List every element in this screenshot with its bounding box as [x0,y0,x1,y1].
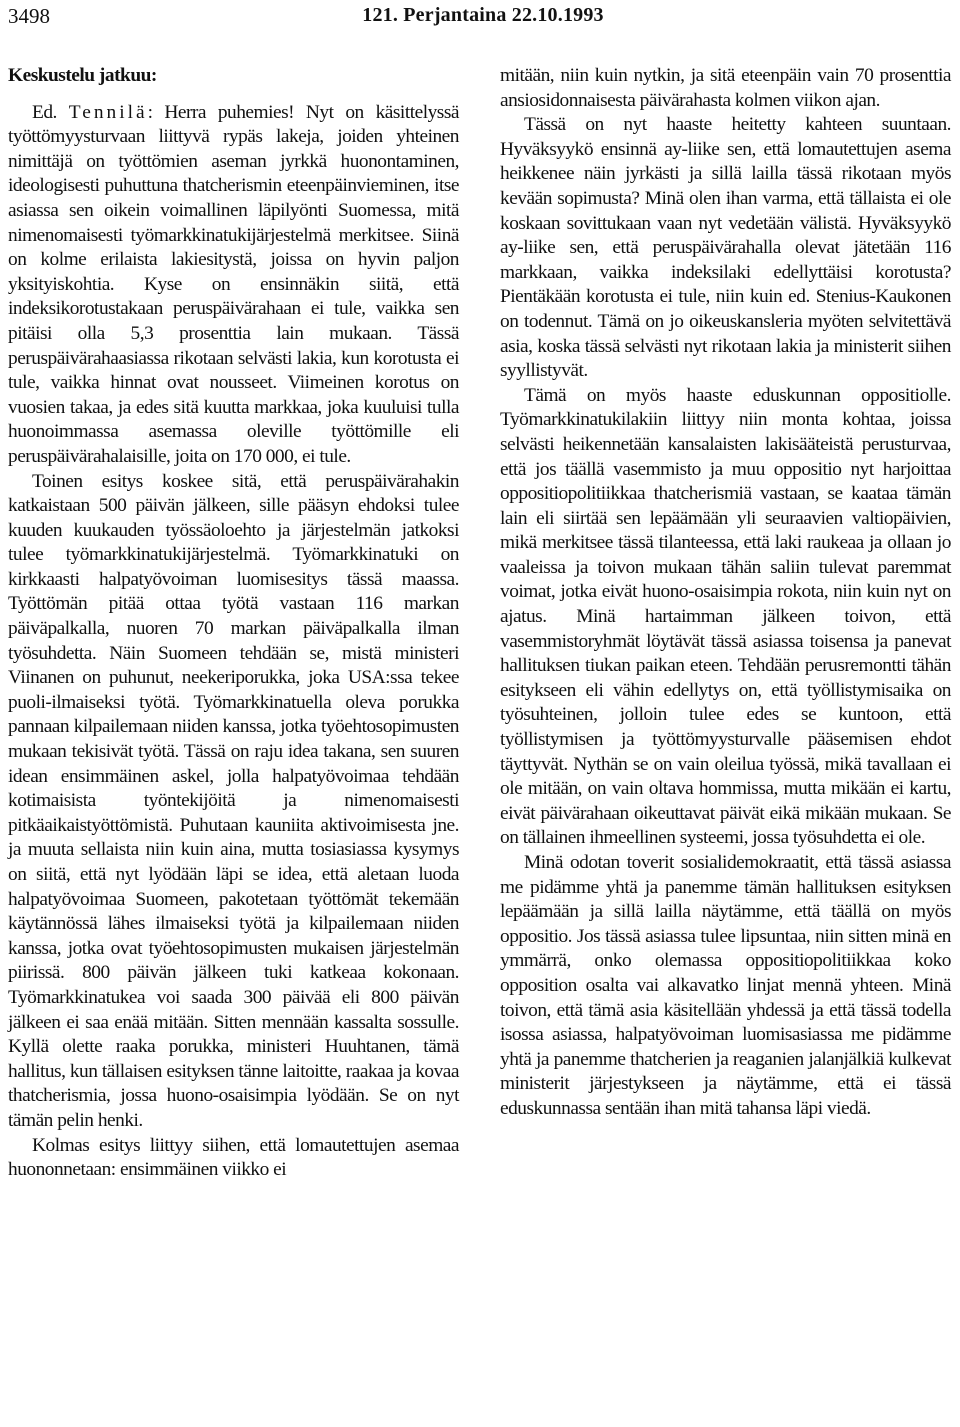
sitting-date: 121. Perjantaina 22.10.1993 [362,4,604,26]
right-column [500,64,951,1122]
speaker-name: Tennilä [68,101,148,123]
section-heading: Keskustelu jatkuu: [8,65,157,86]
paragraph-text: Herra puhemies! Nyt on käsittelyssä työttömyysturvaan liittyvä rypäs lakeja, joiden yhteinen nimittäjä on työttömien aseman jyrkkä huonontaminen, ideologisesti puhuttuna thatcherismin eteenpäinvieminen, itse asiassa sen oikein voimallinen läpilyönti Suomessa, mitä nimenomaisesti työmarkkinatukijärjestelmä merkitsee. Siinä on kolme erilaista lakiesitystä, joissa on hyvin paljon yksityiskohtia. Kyse on ensinnäkin siitä, että indeksikorotustakaan peruspäivärahaan ei tule, vaikka sen pitäisi olla 5,3 prosenttia lain mukaan. Tässä peruspäivärahaasiassa rikotaan selvästi lakia, kun korotusta ei tule, vaikka hinnat ovat nousseet. Viimeinen korotus on vuosien takaa, ja edes sitä kuutta markkaa, joka kuuluisi tulla huonoimmassa asemassa oleville työttömille eli peruspäivärahalaisille, joita on 170 000, ei tule. [8,101,459,467]
speaker-suffix: : [147,101,165,123]
left-column [8,64,459,1183]
speaker-prefix: Ed. [32,101,69,123]
paragraph: mitään, niin kuin nytkin, ja sitä eteenpäin vain 70 prosenttia ansiosidonnaisesta päivärahasta kolmen viikon ajan. [500,65,951,111]
page-number: 3498 [8,4,50,28]
paragraph: Toinen esitys koskee sitä, että peruspäivärahakin katkaistaan 500 päivän jälkeen, sille pääsyn ehdoksi tulee kuuden kuukauden työssäoloehto ja järjestelmän jatkoksi tulee työmarkkinatukijärjestelmä. Työmarkkinatuki on kirkkaasti halpatyövoiman luomisesitys tässä maassa. Työttömän pitää ottaa työtä vastaan 116 markan päiväpalkalla, nuoren 70 markan päiväpalkalla ilman työsuhdetta. Näin Suomeen tehdään se, mistä ministeri Viinanen on puhunut, neekeriporukka, joka USA:ssa tekee puoli-ilmaiseksi työtä. Työmarkkinatuella oleva porukka pannaan kilpailemaan niiden kanssa, jotka työehtosopimusten mukaan tekisivät työtä. Tässä on raju idea takana, sen suuren idean ensimmäinen askel, jolla halpatyövoimaa tehdään kotimaisista työntekijöitä ja nimenomaisesti pitkäaikaistyöttömistä. Puhutaan kauniita aktivoimisesta jne. ja muuta sellaista niin kuin aina, mutta tosiasiassa kysymys on siitä, että nyt lyödään läpi se idea, että aletaan luoda halpatyövoimaa Suomeen, pakotetaan työttömät tekemään käytännössä lähes ilmaiseksi työtä ja kilpailemaan niiden kanssa, jotka ovat työehtosopimusten mukaisen järjestelmän piirissä. 800 päivän jälkeen tuki katkeaa kokonaan. Työmarkkinatukea voi saada 300 päivää eli 800 päivän jälkeen ei saa enää mitään. Sitten mennään kassalta sossulle. Kyllä olette raaka porukka, ministeri Huuhtanen, tämä hallitus, kun tällaisen esityksen tänne laitoitte, raakaa ja kovaa thatcherismia, jossa huono-osaisimpia lyödään. Se on nyt tämän pelin henki. [8,470,459,1131]
paragraph: Kolmas esitys liittyy siihen, että lomautettujen asemaa huononnetaan: ensimmäinen viikko ei [8,1134,459,1181]
page-header [8,4,958,34]
paragraph: Minä odotan toverit sosialidemokraatit, että tässä asiassa me pidämme yhtä ja panemme tämän hallituksen esityksen lepäämään ja sillä lailla näytämme, että täällä on myös oppositio. Jos tässä asiassa tulee lipsuntaa, niin sitten minä en ymmärrä, onko olemassa oppositiopolitiikkaa koko opposition osalta vai alkavatko linjat mennä yhteen. Minä toivon, että tämä asia käsitellään yhdessä ja että tässä todella isossa asiassa, halpatyövoiman luomisasiassa me pidämme yhtä ja panemme thatcherien ja reaganien jalanjälkiä kulkevat ministerit järjestykseen ja näytämme, että ei tässä eduskunnassa sentään ihan mitä tahansa läpi viedä. [500,852,951,1119]
paragraph: Tässä on nyt haaste heitetty kahteen suuntaan. Hyväksyykö ensinnä ay-liike sen, että lomautettujen asema heikkenee näin jyrkästi ja sillä lailla tässä rikotaan myös kevään sopimusta? Minä olen ihan varma, että tällaista ei ole koskaan sovittukaan vaan nyt vedetään välistä. Hyväksyykö ay-liike sen, että peruspäivärahalla olevat jätetään 116 markkaan, vaikka indeksilaki edellyttäisi korotusta? Pientäkään korotusta ei tule, niin kuin ed. Stenius-Kaukonen on todennut. Tämä on jo oikeuskansleria myöten selvitettävä asia, koska tässä selvästi nyt rikotaan lakia ja ministerit siihen syyllistyvät. [500,114,951,382]
paragraph: Tämä on myös haaste eduskunnan oppositiolle. Työmarkkinatukilakiin liittyy niin monta kohtaa, joissa selvästi heikennetään kansalaisten lakisääteistä perusturvaa, että jos täällä vasemmisto ja muu oppositio nyt harjoittaa oppositiopolitiikkaa thatcherismiä vastaan, se kaataa tämän lain eli siirtää sen lepäämään yli seuraavien valtiopäivien, mikä merkitsee tässä tilanteessa, että laki raukeaa ja ollaan jo vaaleissa ja toivon mukaan tähän saliin tulevat paremmat voimat, jotka eivät huono-osaisimpia rokota, niin kuin nyt on ajatus. Minä hartaimman jälkeen toivon, että vasemmistoryhmät löytävät tässä asiassa toisensa ja panevat hallituksen tiukan paikan eteen. Tehdään perusremontti tähän esitykseen eli vähin edellytys on, että työllistymisaika on työsuhteinen, jolloin tulee edes se kuntoon, että työllistymisen ja työttömyysturvalle pääsemisen ehdot täyttyvät. Nythän se on vain oleilua työssä, mikä tavallaan ei ole mitään, on vain oltava hommissa, mutta mikään ei kartu, eivät päivärahaan oikeuttavat päivät eikä mikään mukaan. Se on tällainen ihmeellinen systeemi, jossa työsuhdetta ei ole. [500,384,951,849]
paragraph [8,101,459,470]
